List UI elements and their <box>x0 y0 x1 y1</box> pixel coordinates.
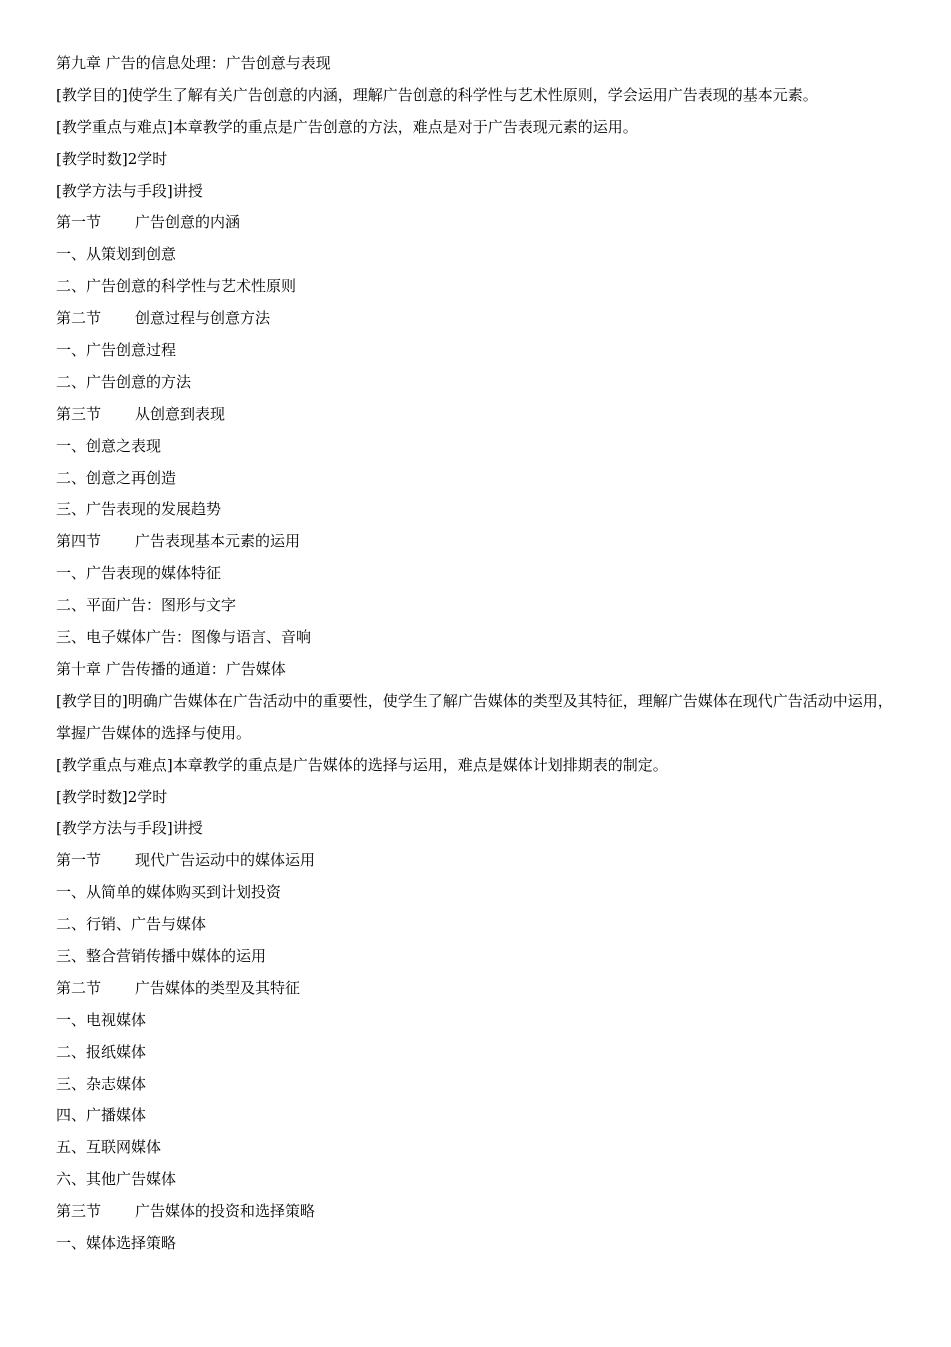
chapter10-title: 第十章 广告传播的通道：广告媒体 <box>56 659 286 678</box>
list-item: 二、平面广告：图形与文字 <box>56 596 237 615</box>
section-title: 广告创意的内涵 <box>135 213 241 232</box>
list-item: 一、从简单的媒体购买到计划投资 <box>56 883 282 902</box>
chapter9-hours: [教学时数]2学时 <box>56 149 168 168</box>
list-item: 二、创意之再创造 <box>56 468 177 487</box>
list-item: 一、电视媒体 <box>56 1010 147 1029</box>
list-item: 一、从策划到创意 <box>56 245 177 264</box>
section-number: 第二节 <box>56 978 102 997</box>
section-number: 第三节 <box>56 404 102 423</box>
chapter10-section-3-heading <box>56 1196 904 1228</box>
section-title: 创意过程与创意方法 <box>135 309 271 328</box>
list-item: 一、广告表现的媒体特征 <box>56 564 222 583</box>
chapter9-title: 第九章 广告的信息处理：广告创意与表现 <box>56 54 331 72</box>
chapter9-section-2-heading <box>56 303 904 335</box>
chapter10-key-points: [教学重点与难点]本章教学的重点是广告媒体的选择与运用，难点是媒体计划排期表的制定。 <box>56 755 668 774</box>
chapter9-key-points: [教学重点与难点]本章教学的重点是广告创意的方法，难点是对于广告表现元素的运用。 <box>56 117 638 136</box>
section-number: 第四节 <box>56 532 102 551</box>
chapter9-section-4-heading <box>56 526 904 558</box>
section-title: 广告表现基本元素的运用 <box>135 532 301 551</box>
list-item: 六、其他广告媒体 <box>56 1170 177 1189</box>
section-title: 从创意到表现 <box>135 404 226 423</box>
list-item: 三、杂志媒体 <box>56 1074 147 1093</box>
section-number: 第二节 <box>56 309 102 328</box>
chapter9-objective: [教学目的]使学生了解有关广告创意的内涵，理解广告创意的科学性与艺术性原则，学会运用广告表现的基本元素。 <box>56 85 818 104</box>
section-title: 广告媒体的投资和选择策略 <box>135 1202 316 1221</box>
list-item: 一、媒体选择策略 <box>56 1234 177 1252</box>
list-item: 五、互联网媒体 <box>56 1138 162 1157</box>
list-item: 二、报纸媒体 <box>56 1042 147 1061</box>
chapter10-objective: [教学目的]明确广告媒体在广告活动中的重要性，使学生了解广告媒体的类型及其特征，理解广告媒体在现代广告活动中运用，掌握广告媒体的选择与使用。 <box>56 691 893 742</box>
section-number: 第一节 <box>56 213 102 232</box>
chapter9-methods: [教学方法与手段]讲授 <box>56 181 203 200</box>
list-item: 三、广告表现的发展趋势 <box>56 500 222 519</box>
section-number: 第三节 <box>56 1202 102 1221</box>
list-item: 四、广播媒体 <box>56 1106 147 1125</box>
chapter10-section-2-heading <box>56 973 904 1005</box>
list-item: 一、创意之表现 <box>56 436 162 455</box>
list-item: 二、广告创意的科学性与艺术性原则 <box>56 277 297 296</box>
list-item: 一、广告创意过程 <box>56 341 177 360</box>
list-item: 二、行销、广告与媒体 <box>56 915 207 934</box>
chapter9-section-3-heading <box>56 399 904 431</box>
list-item: 三、整合营销传播中媒体的运用 <box>56 946 267 965</box>
document-page <box>56 48 904 1260</box>
chapter9-section-1-heading <box>56 207 904 239</box>
chapter10-hours: [教学时数]2学时 <box>56 787 168 806</box>
section-title: 现代广告运动中的媒体运用 <box>135 851 316 870</box>
section-title: 广告媒体的类型及其特征 <box>135 978 301 997</box>
chapter10-methods: [教学方法与手段]讲授 <box>56 819 203 838</box>
chapter10-section-1-heading <box>56 845 904 877</box>
section-number: 第一节 <box>56 851 102 870</box>
list-item: 三、电子媒体广告：图像与语言、音响 <box>56 628 312 647</box>
list-item: 二、广告创意的方法 <box>56 372 192 391</box>
